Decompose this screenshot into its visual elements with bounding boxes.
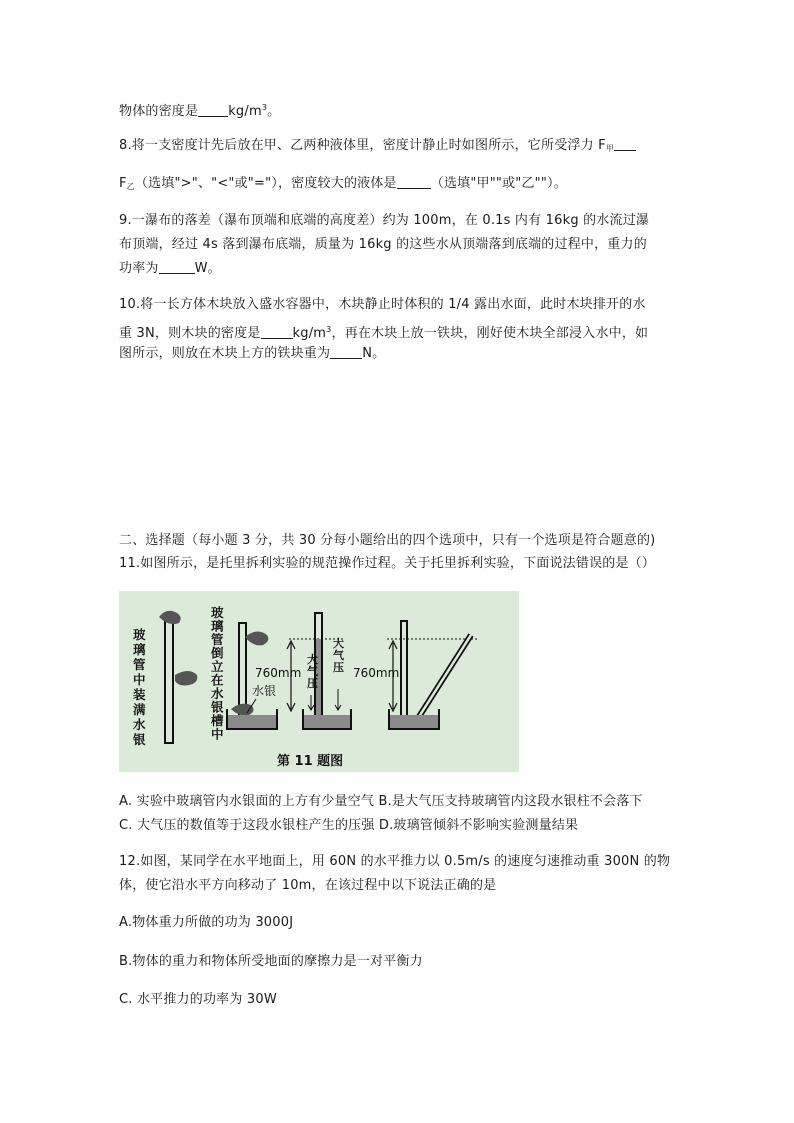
q9-answer-blank[interactable]: [159, 261, 195, 274]
step2-hand: [245, 631, 268, 645]
q7-unit-sup: 3: [261, 103, 268, 112]
q7-unit: kg/m: [228, 104, 262, 119]
step1-tube: [165, 621, 173, 743]
section2-header: 二、选择题（每小题 3 分，共 30 分每小题给出的四个选项中，只有一个选项是符合题意的): [119, 533, 656, 548]
q10-text2a: 重 3N，则木块的密度是: [119, 326, 261, 341]
q8-line2: [119, 175, 567, 196]
torricelli-diagram: [119, 591, 519, 772]
q8-blank2[interactable]: [397, 176, 431, 189]
q12-line1: 12.如图，某同学在水平地面上，用 60N 的水平推力以 0.5m/s 的速度匀速推动重 300N 的物: [119, 854, 671, 869]
figure-caption: 第 11 题图: [277, 754, 344, 769]
step3-atm-label-1: 大气压: [307, 653, 318, 690]
step2-mercury: [228, 715, 276, 728]
step3-atm-label-2: 大气压: [333, 637, 344, 674]
q10-text3a: 图所示，则放在木块上方的铁块重为: [119, 346, 331, 361]
step3-mercury: [304, 715, 350, 728]
q8-text2: （选填">"、"<"或"="），密度较大的液体是: [134, 176, 397, 191]
step3-760-label: 760mm: [255, 666, 302, 680]
q8-sub2: 乙: [126, 182, 135, 191]
step4-tilted-tube-inner: [415, 635, 471, 723]
q7-tail-line: [119, 99, 280, 121]
q9-line1: 9.一瀑布的落差（瀑布顶端和底端的高度差）约为 100m，在 0.1s 内有 16kg 的水流过瀑: [119, 213, 650, 228]
q10-text3b: N。: [362, 346, 386, 361]
q12-option-b: B.物体的重力和物体所受地面的摩擦力是一对平衡力: [119, 954, 423, 969]
q10-text2c: ，再在木块上放一铁块，刚好使木块全部浸入水中，如: [331, 326, 649, 341]
q7-answer-blank[interactable]: [198, 104, 228, 117]
q8-text3: （选填"甲""或"乙""）。: [430, 176, 567, 191]
q8-blank1[interactable]: [614, 138, 636, 151]
q11-options-line1: A. 实验中玻璃管内水银面的上方有少量空气 B.是大气压支持玻璃管内这段水银柱不会落下: [119, 794, 643, 809]
step4-mercury: [390, 715, 438, 728]
q10-blank2[interactable]: [330, 346, 362, 359]
q8-sub1: 甲: [605, 144, 615, 153]
q8-f: F: [119, 176, 127, 191]
q12-line2: 体，使它沿水平方向移动了 10m，在该过程中以下说法正确的是: [119, 878, 497, 893]
q11-options-line2: C. 大气压的数值等于这段水银柱产生的压强 D.玻璃管倾斜不影响实验测量结果: [119, 818, 579, 833]
q9-line3: [119, 260, 221, 278]
q9-text3a: 功率为: [119, 261, 159, 276]
q8-line1: [119, 137, 636, 158]
q10-unit-sup: 3: [326, 325, 332, 334]
step2-hand-low: [231, 704, 254, 716]
step2-label: 玻璃管倒立在水银槽中: [211, 605, 224, 742]
q10-line3: [119, 345, 385, 363]
step4-vertical-tube: [401, 621, 407, 721]
q11-stem: 11.如图所示，是托里拆利实验的规范操作过程。关于托里拆利实验，下面说法错误的是（）: [119, 556, 656, 571]
q7-text: 物体的密度是: [119, 104, 199, 119]
q10-blank1[interactable]: [261, 326, 293, 339]
q9-text3b: W。: [194, 261, 221, 276]
q10-line2: [119, 321, 648, 343]
q12-option-c: C. 水平推力的功率为 30W: [119, 992, 277, 1007]
step1-hand-mid: [175, 671, 197, 686]
q7-end: 。: [267, 104, 281, 119]
q12-option-a: A.物体重力所做的功为 3000J: [119, 915, 294, 930]
q10-line1: 10.将一长方体木块放入盛水容器中，木块静止时体积的 1/4 露出水面，此时木块排开的水: [119, 297, 646, 312]
step1-hand-top: [159, 611, 181, 624]
q10-unit: kg/m: [292, 326, 327, 341]
step4-760-label: 760mm: [353, 666, 400, 680]
q8-text1: 8.将一支密度计先后放在甲、乙两种液体里，密度计静止时如图所示，它所受浮力 F: [119, 138, 606, 153]
q11-figure: [119, 591, 519, 772]
step2-mercury-label: 水银: [252, 684, 277, 698]
step1-label: 玻璃管中装满水银: [133, 627, 146, 747]
q9-line2: 布顶端，经过 4s 落到瀑布底端，质量为 16kg 的这些水从顶端落到底端的过程中，重力的: [119, 237, 647, 252]
